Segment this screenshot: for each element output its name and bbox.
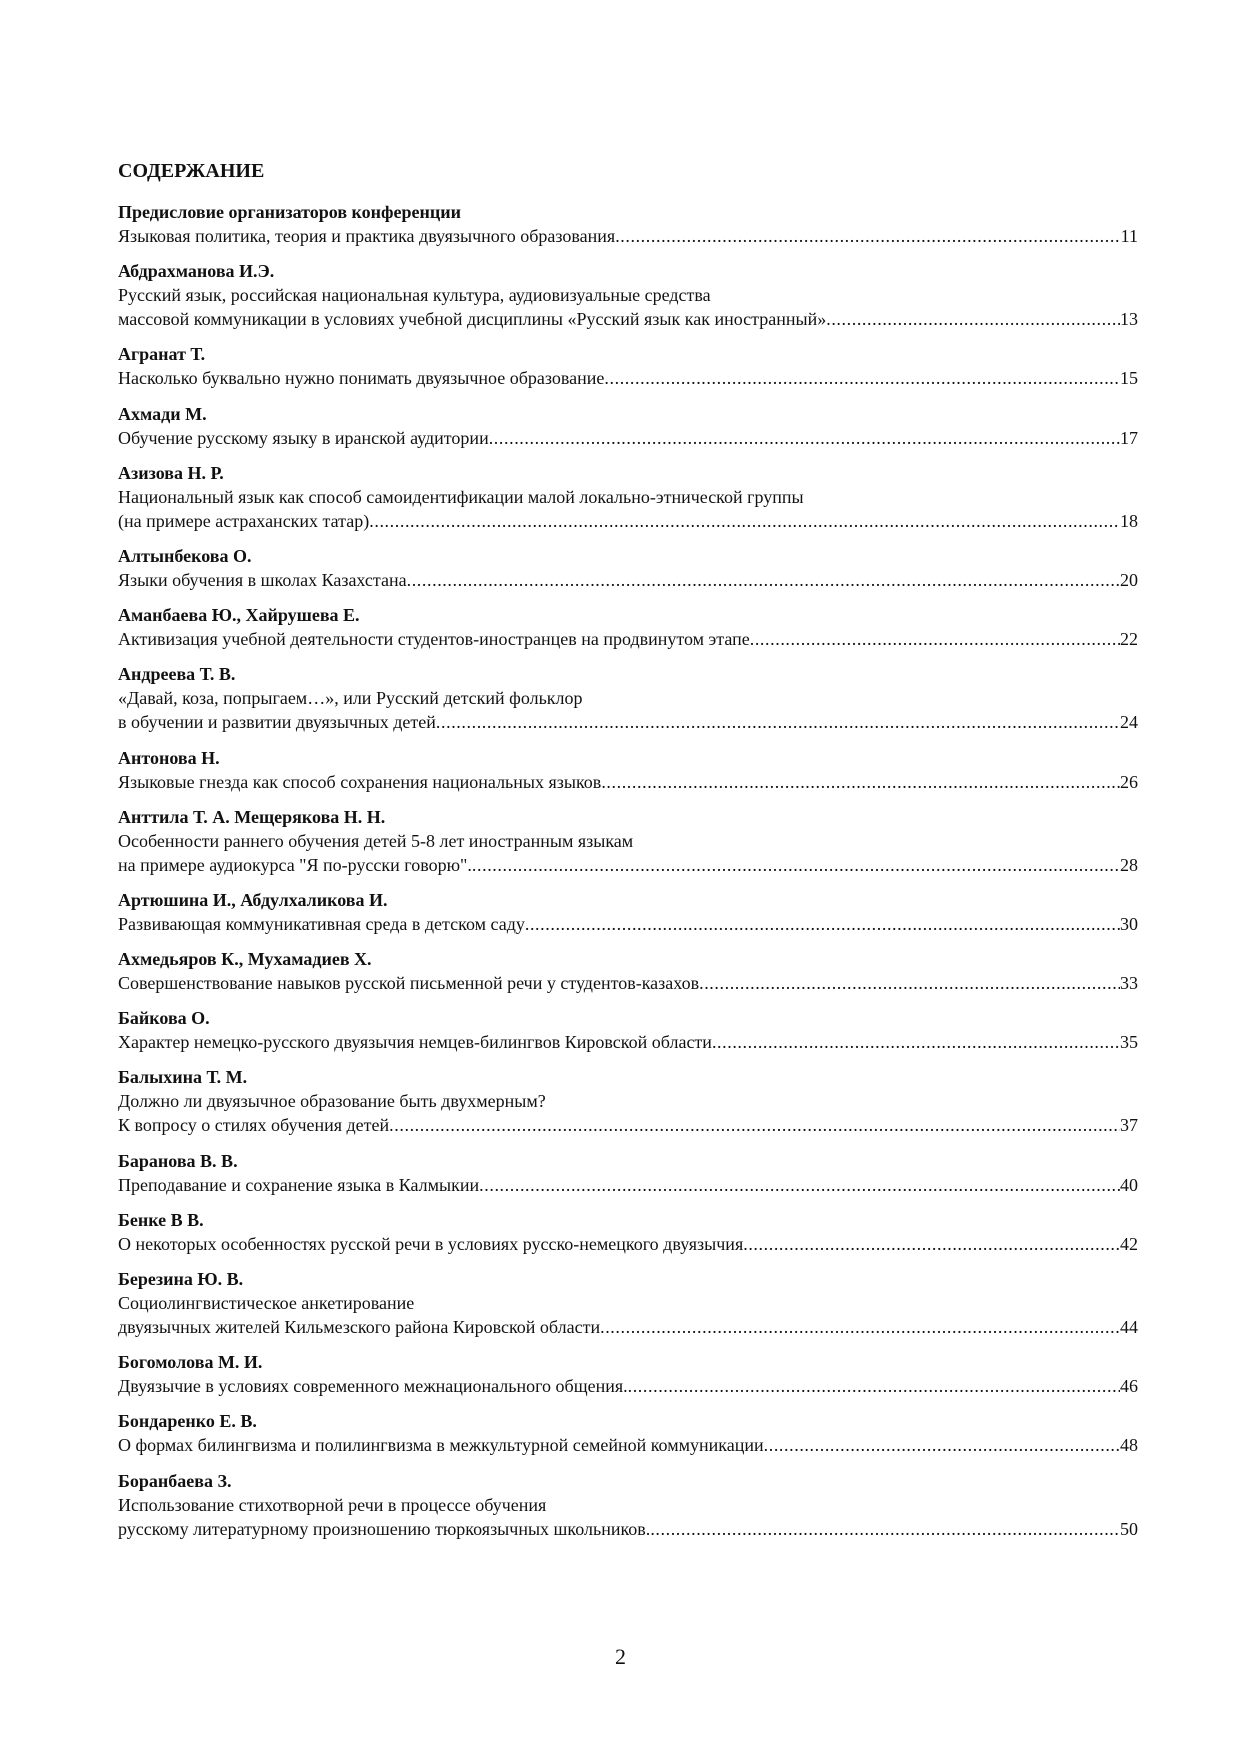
toc-entry-title: в обучении и развитии двуязычных детей ..... 24 (118, 710, 1138, 734)
dot-leader (525, 912, 1120, 936)
dot-leader (604, 366, 1120, 390)
toc-entry-page: 44 (1120, 1317, 1138, 1337)
toc-entry-page: 24 (1120, 712, 1138, 733)
toc-entry-title: двуязычных жителей Кильмезского района Кировской области ..... 44 (118, 1315, 1138, 1339)
toc-entry (118, 805, 1138, 877)
toc-entry-page: 18 (1120, 510, 1138, 531)
toc-entry-page: 42 (1120, 1233, 1138, 1254)
toc-entry-page: 46 (1120, 1376, 1138, 1397)
toc-entry-author: Алтынбекова О. (118, 545, 252, 566)
toc-entry (118, 461, 1138, 533)
toc-entry-author: Аманбаева Ю., Хайрушева Е. (118, 605, 360, 626)
toc-entry (118, 1149, 1138, 1197)
toc-entry-title: Преподавание и сохранение языка в Калмыкии ..... 40 (118, 1173, 1138, 1197)
toc-entry-title: К вопросу о стилях обучения детей ..... 37 (118, 1113, 1138, 1137)
dot-leader (615, 224, 1120, 248)
toc-entry-page: 17 (1120, 427, 1138, 448)
toc-entry-title: Развивающая коммуникативная среда в детском саду ..... 30 (118, 912, 1138, 936)
toc-entry-title: Совершенствование навыков русской письменной речи у студентов-казахов ..... 33 (118, 971, 1138, 995)
dot-leader (699, 971, 1120, 995)
toc-entry (118, 1208, 1138, 1256)
toc-entry-title: О некоторых особенностях русской речи в условиях русско-немецкого двуязычия ..... 42 (118, 1232, 1138, 1256)
toc-entry-author: Березина Ю. В. (118, 1269, 244, 1289)
toc-entry (118, 746, 1138, 794)
toc-entry (118, 259, 1138, 331)
toc-entry-title-line: Должно ли двуязычное образование быть двухмерным? (118, 1091, 546, 1112)
toc-entry-author: Бондаренко Е. В. (118, 1411, 257, 1432)
toc-entry-author: Богомолова М. И. (118, 1352, 263, 1373)
dot-leader (472, 853, 1120, 877)
toc-entry-title-line: Социолингвистическое анкетирование (118, 1293, 415, 1313)
toc-entry (118, 1409, 1138, 1457)
toc-entry-title: русскому литературному произношению тюркоязычных школьников. ..... 50 (118, 1517, 1138, 1541)
toc-entry (118, 200, 1138, 248)
toc-entry (118, 662, 1138, 734)
toc-entry-page: 33 (1120, 973, 1138, 994)
dot-leader (712, 1030, 1120, 1054)
toc-entry (118, 1006, 1138, 1054)
toc-entry-page: 26 (1120, 771, 1138, 792)
toc-entry-title-line: «Давай, коза, попрыгаем…», или Русский детский фольклор (118, 688, 583, 709)
dot-leader (750, 627, 1120, 651)
dot-leader (600, 1315, 1120, 1339)
toc-entry-author: Предисловие организаторов конференции (118, 202, 461, 222)
toc-entry-page: 40 (1120, 1174, 1138, 1195)
toc-entry-title: (на примере астраханских татар) ..... 18 (118, 509, 1138, 533)
toc-entry-page: 20 (1120, 569, 1138, 590)
toc-entry-title: Насколько буквально нужно понимать двуязычное образование ..... 15 (118, 366, 1138, 390)
toc-entry-author: Андреева Т. В. (118, 664, 236, 685)
toc-entry-page: 11 (1120, 226, 1138, 246)
toc-entry-author: Балыхина Т. М. (118, 1067, 248, 1088)
toc-entry-author: Абдрахманова И.Э. (118, 261, 275, 282)
page-number: 2 (615, 1644, 626, 1669)
toc-entry-author: Баранова В. В. (118, 1150, 238, 1171)
toc-entry-author: Боранбаева З. (118, 1470, 232, 1491)
dot-leader (489, 426, 1120, 450)
toc-entry-title: Двуязычие в условиях современного межнационального общения. ..... 46 (118, 1374, 1138, 1398)
toc-entry (118, 402, 1138, 450)
toc-entry (118, 1267, 1138, 1339)
toc-entry-page: 35 (1120, 1032, 1138, 1053)
toc-entry-author: Азизова Н. Р. (118, 462, 224, 483)
toc-entry-author: Ахмедьяров К., Мухамадиев Х. (118, 949, 372, 970)
toc-entry-author: Антонова Н. (118, 747, 220, 768)
toc-entry-title: Активизация учебной деятельности студентов-иностранцев на продвинутом этапе ..... 22 (118, 627, 1138, 651)
toc-entry-author: Анттила Т. А. Мещерякова Н. Н. (118, 806, 386, 827)
toc-entry-author: Агранат Т. (118, 344, 206, 365)
toc-entry-page: 13 (1120, 309, 1138, 330)
toc-entry-page: 28 (1120, 854, 1138, 875)
toc-entry-page: 30 (1120, 913, 1138, 934)
toc-entry (118, 1350, 1138, 1398)
dot-leader (601, 770, 1120, 794)
toc-entry-page: 48 (1120, 1435, 1138, 1456)
toc-entry (118, 342, 1138, 390)
toc-entry-page: 22 (1120, 629, 1138, 650)
toc-entry-title: Характер немецко-русского двуязычия немцев-билингвов Кировской области ..... 35 (118, 1030, 1138, 1054)
dot-leader (407, 568, 1120, 592)
dot-leader (479, 1173, 1120, 1197)
table-of-contents (118, 158, 1138, 1552)
dot-leader (436, 710, 1120, 734)
toc-entry-title-line: Использование стихотворной речи в процессе обучения (118, 1494, 547, 1515)
toc-entry (118, 1065, 1138, 1137)
toc-entry-title: О формах билингвизма и полилингвизма в межкультурной семейной коммуникации ..... 48 (118, 1433, 1138, 1457)
dot-leader (389, 1113, 1120, 1137)
toc-entry-author: Артюшина И., Абдулхаликова И. (118, 889, 388, 910)
toc-entry-title-line: Особенности раннего обучения детей 5-8 лет иностранным языкам (118, 830, 634, 851)
toc-entry-author: Бенке В В. (118, 1209, 204, 1230)
toc-entry (118, 888, 1138, 936)
toc-entry (118, 947, 1138, 995)
toc-entry-author: Ахмади М. (118, 403, 207, 424)
dot-leader (764, 1433, 1120, 1457)
toc-entry (118, 1469, 1138, 1541)
toc-entry-title: Языковые гнезда как способ сохранения национальных языков ..... 26 (118, 770, 1138, 794)
toc-entry-title: на примере аудиокурса "Я по-русски говорю". ..... 28 (118, 853, 1138, 877)
dot-leader (826, 307, 1120, 331)
toc-entry-page: 37 (1120, 1115, 1138, 1136)
page-title: СОДЕРЖАНИЕ (118, 160, 265, 182)
toc-entry-title-line: Русский язык, российская национальная культура, аудиовизуальные средства (118, 285, 711, 306)
toc-entry-page: 50 (1120, 1518, 1138, 1539)
toc-entry-title: Языковая политика, теория и практика двуязычного образования ..... 11 (118, 224, 1138, 248)
toc-entry-title: Языки обучения в школах Казахстана ..... 20 (118, 568, 1138, 592)
toc-entry-title-line: Национальный язык как способ самоидентификации малой локально-этнической группы (118, 486, 804, 507)
dot-leader (628, 1374, 1120, 1398)
toc-entry-title: Обучение русскому языку в иранской аудитории ..... 17 (118, 426, 1138, 450)
toc-entry-title: массовой коммуникации в условиях учебной дисциплины «Русский язык как иностранный» ..... 13 (118, 307, 1138, 331)
dot-leader (369, 509, 1120, 533)
dot-leader (743, 1232, 1120, 1256)
toc-entry (118, 603, 1138, 651)
dot-leader (650, 1517, 1120, 1541)
toc-entry-page: 15 (1120, 368, 1138, 389)
toc-entry-author: Байкова О. (118, 1008, 210, 1029)
toc-entry (118, 544, 1138, 592)
